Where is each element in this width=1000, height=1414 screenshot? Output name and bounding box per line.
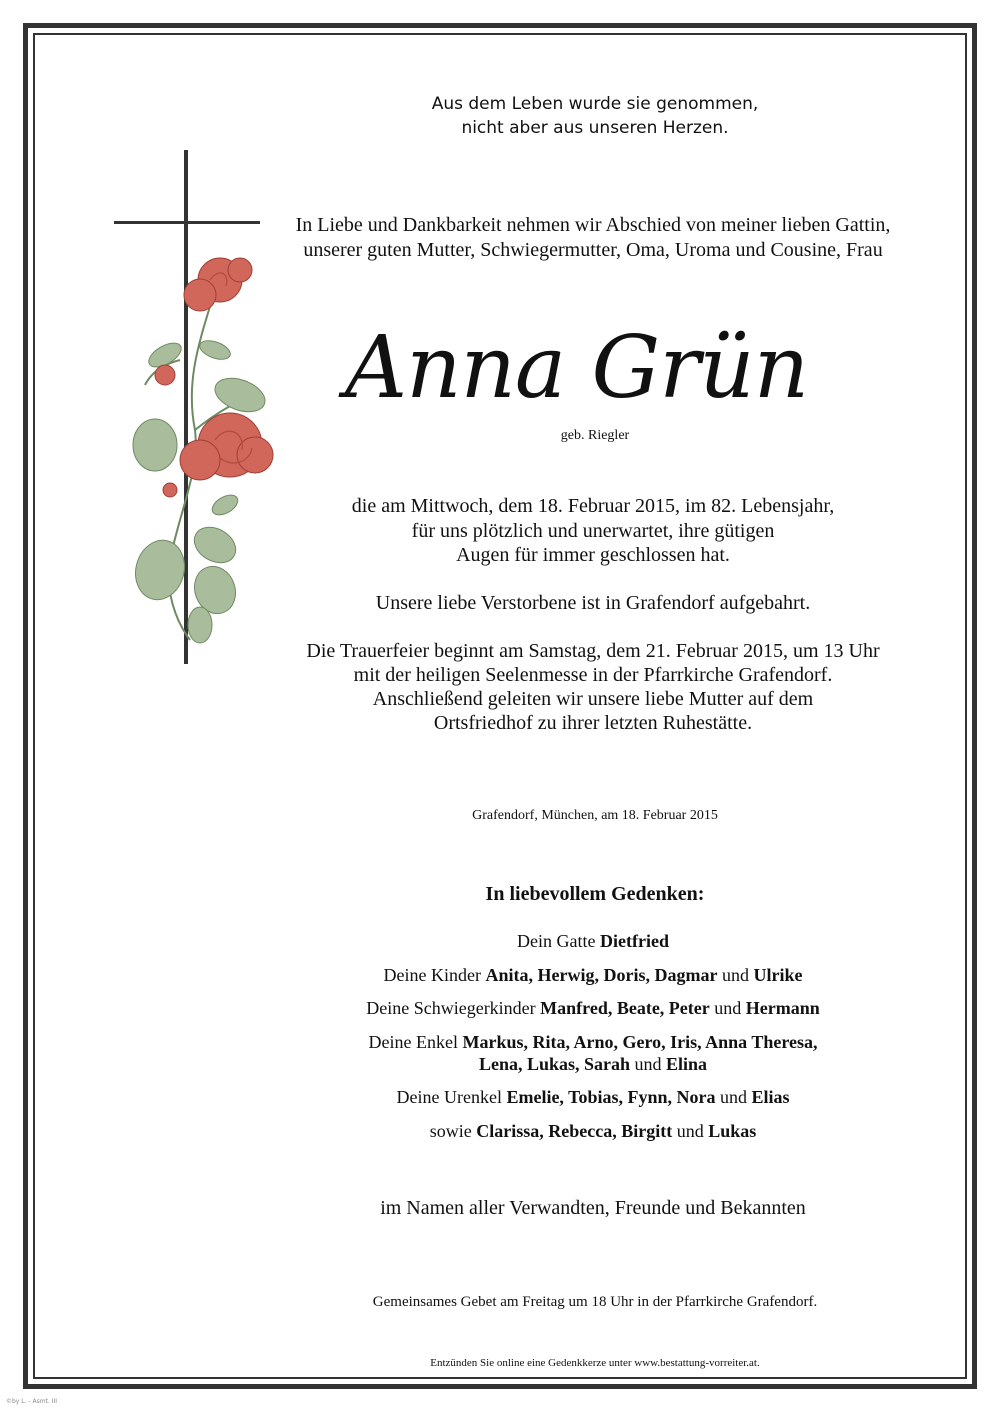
birth-name: geb. Riegler xyxy=(560,428,630,443)
funeral-line-1: Die Trauerfeier beginnt am Samstag, dem 21. Februar 2015, um 13 Uhr xyxy=(306,640,880,662)
family-children-in-law: Deine Schwiegerkinder Manfred, Beate, Peter und Hermann xyxy=(366,998,820,1018)
funeral-line-2: mit der heiligen Seelenmesse in der Pfarrkirche Grafendorf. xyxy=(353,664,833,686)
place-date: Grafendorf, München, am 18. Februar 2015 xyxy=(472,808,718,823)
prayer-notice: Gemeinsames Gebet am Freitag um 18 Uhr in der Pfarrkirche Grafendorf. xyxy=(372,1294,818,1310)
death-notice-line-3: Augen für immer geschlossen hat. xyxy=(456,544,730,566)
death-notice-line-1: die am Mittwoch, dem 18. Februar 2015, im 82. Lebensjahr, xyxy=(351,495,835,517)
copyright-note: ©by L. - Asmt. III xyxy=(6,1398,58,1405)
family-others: sowie Clarissa, Rebecca, Birgitt und Lukas xyxy=(429,1121,757,1141)
motto-line-2: nicht aber aus unseren Herzen. xyxy=(461,118,729,138)
memorial-heading: In liebevollem Gedenken: xyxy=(485,883,705,905)
laid-out-notice: Unsere liebe Verstorbene ist in Grafendorf aufgebahrt. xyxy=(375,592,811,614)
motto-line-1: Aus dem Leben wurde sie genommen, xyxy=(431,94,759,114)
online-candle-notice: Entzünden Sie online eine Gedenkkerze unter www.bestattung-vorreiter.at. xyxy=(430,1357,760,1369)
death-notice-line-2: für uns plötzlich und unerwartet, ihre gütigen xyxy=(411,520,775,542)
intro-line-1: In Liebe und Dankbarkeit nehmen wir Abschied von meiner lieben Gattin, xyxy=(295,214,891,236)
on-behalf-line: im Namen aller Verwandten, Freunde und Bekannten xyxy=(380,1197,806,1219)
family-grandchildren-line-1: Deine Enkel Markus, Rita, Arno, Gero, Iris, Anna Theresa, xyxy=(368,1032,818,1052)
family-great-grandchildren: Deine Urenkel Emelie, Tobias, Fynn, Nora und Elias xyxy=(396,1087,790,1107)
cross-with-roses-icon xyxy=(100,140,290,670)
funeral-line-3: Anschließend geleiten wir unsere liebe Mutter auf dem xyxy=(372,688,814,710)
deceased-name: Anna Grün xyxy=(345,318,809,418)
funeral-line-4: Ortsfriedhof zu ihrer letzten Ruhestätte. xyxy=(433,712,753,734)
family-children: Deine Kinder Anita, Herwig, Doris, Dagmar und Ulrike xyxy=(383,965,803,985)
intro-line-2: unserer guten Mutter, Schwiegermutter, Oma, Uroma und Cousine, Frau xyxy=(303,239,883,261)
family-spouse: Dein Gatte Dietfried xyxy=(517,931,669,951)
family-grandchildren-line-2: Lena, Lukas, Sarah und Elina xyxy=(478,1054,708,1074)
